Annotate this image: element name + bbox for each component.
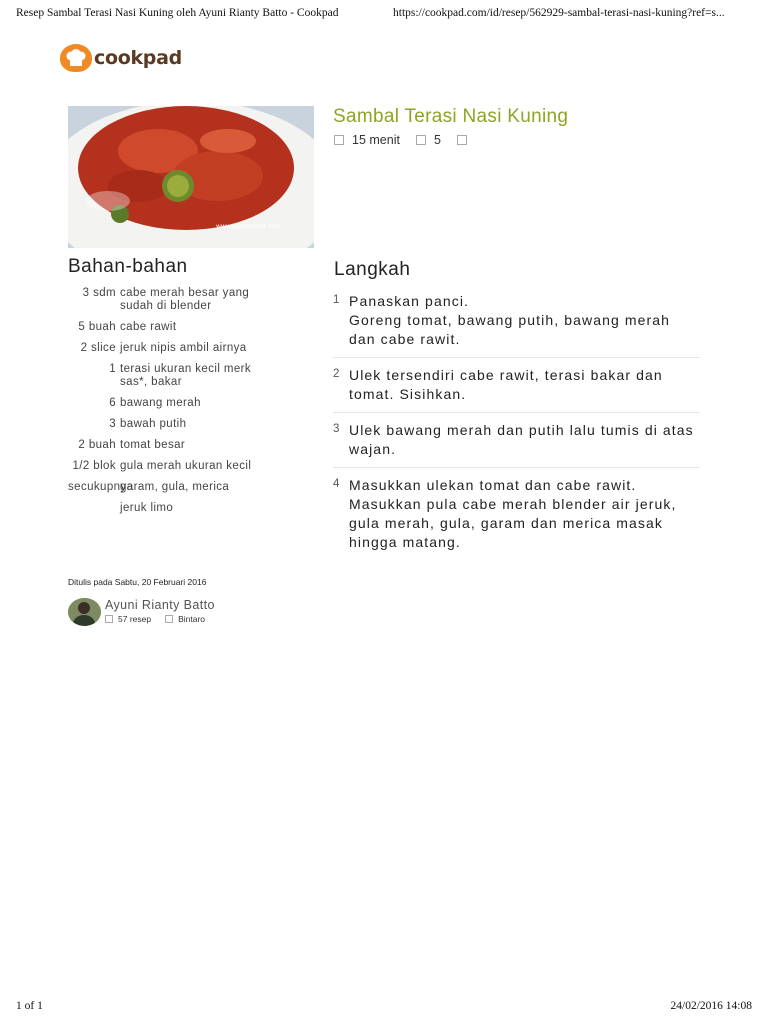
ingredient-qty: secukupnya [68, 481, 134, 493]
step-item [333, 476, 700, 560]
print-footer-page: 1 of 1 [16, 1000, 43, 1012]
recipe-meta [334, 133, 475, 147]
chef-hat-icon [60, 44, 92, 72]
ingredient-qty: 3 sdm [82, 287, 116, 299]
steps-list [333, 292, 700, 568]
author-name[interactable]: Ayuni Rianty Batto [105, 598, 215, 612]
ingredient-qty: 2 buah [78, 439, 116, 451]
recipe-book-icon [105, 615, 113, 623]
step-number: 2 [333, 368, 340, 380]
ingredient-qty: 3 [109, 418, 116, 430]
written-date: Ditulis pada Sabtu, 20 Februari 2016 [68, 577, 207, 587]
step-item [333, 421, 700, 468]
step-number: 3 [333, 423, 340, 435]
author-recipe-count: 57 resep [118, 614, 152, 624]
step-item [333, 292, 700, 358]
print-header-url: https://cookpad.com/id/resep/562929-sambal-terasi-nasi-kuning?ref=s... [393, 7, 725, 19]
step-number: 4 [333, 478, 340, 490]
ingredient-row [68, 363, 268, 389]
servings-icon [416, 135, 426, 145]
servings: 5 [433, 133, 441, 147]
ingredient-row [68, 397, 268, 410]
ingredient-name: cabe rawit [120, 321, 177, 333]
avatar[interactable] [68, 598, 101, 626]
ingredient-qty: 1/2 blok [72, 460, 116, 472]
location-icon [165, 615, 173, 623]
cook-time: 15 menit [352, 133, 400, 147]
step-number: 1 [333, 294, 340, 306]
ingredient-name: jeruk nipis ambil airnya [120, 342, 247, 354]
ingredient-row [68, 342, 268, 355]
ingredient-name: bawah putih [120, 418, 187, 430]
ingredient-name: jeruk limo [120, 502, 174, 514]
logo-text: cookpad [94, 47, 182, 69]
recipe-photo [68, 106, 314, 248]
author-block[interactable] [68, 598, 219, 626]
ingredient-row [68, 287, 268, 313]
ingredient-name: terasi ukuran kecil merk sas*, bakar [120, 363, 252, 388]
ingredient-row [68, 418, 268, 431]
ingredient-row [68, 481, 268, 494]
ingredient-qty: 6 [109, 397, 116, 409]
ingredient-qty: 2 slice [80, 342, 116, 354]
step-item [333, 366, 700, 413]
ingredients-list [68, 287, 268, 523]
author-location: Bintaro [178, 614, 206, 624]
ingredient-name: cabe merah besar yang sudah di blender [120, 287, 250, 312]
cookpad-logo[interactable] [60, 44, 182, 72]
step-text: Ulek bawang merah dan putih lalu tumis di atas wajan. [349, 422, 694, 457]
recipe-title: Sambal Terasi Nasi Kuning [333, 106, 569, 127]
step-text: Masukkan ulekan tomat dan cabe rawit. Masukkan pula cabe merah blender air jeruk, gula merah, gula, garam dan merica masak hingga matang. [349, 477, 677, 550]
ingredient-row [68, 502, 268, 515]
ingredient-qty [68, 502, 120, 515]
print-footer-datetime: 24/02/2016 14:08 [670, 1000, 752, 1012]
ingredient-name: garam, gula, merica [120, 481, 230, 493]
ingredient-qty: 5 buah [78, 321, 116, 333]
ingredient-row [68, 460, 268, 473]
step-text: Ulek tersendiri cabe rawit, terasi bakar dan tomat. Sisihkan. [349, 367, 663, 402]
step-text: Panaskan panci. Goreng tomat, bawang putih, bawang merah dan cabe rawit. [349, 293, 671, 347]
clock-icon [334, 135, 344, 145]
ingredient-row [68, 321, 268, 334]
bookmark-icon[interactable] [457, 135, 467, 145]
ingredients-heading: Bahan-bahan [68, 256, 188, 277]
steps-heading: Langkah [334, 259, 411, 280]
ingredient-name: tomat besar [120, 439, 186, 451]
ingredient-row [68, 439, 268, 452]
ingredient-name: gula merah ukuran kecil [120, 460, 252, 472]
photo-watermark: www.ayunimenit.com [216, 223, 281, 230]
print-header-title: Resep Sambal Terasi Nasi Kuning oleh Ayuni Rianty Batto - Cookpad [16, 7, 339, 19]
ingredient-qty: 1 [109, 363, 116, 375]
ingredient-name: bawang merah [120, 397, 201, 409]
